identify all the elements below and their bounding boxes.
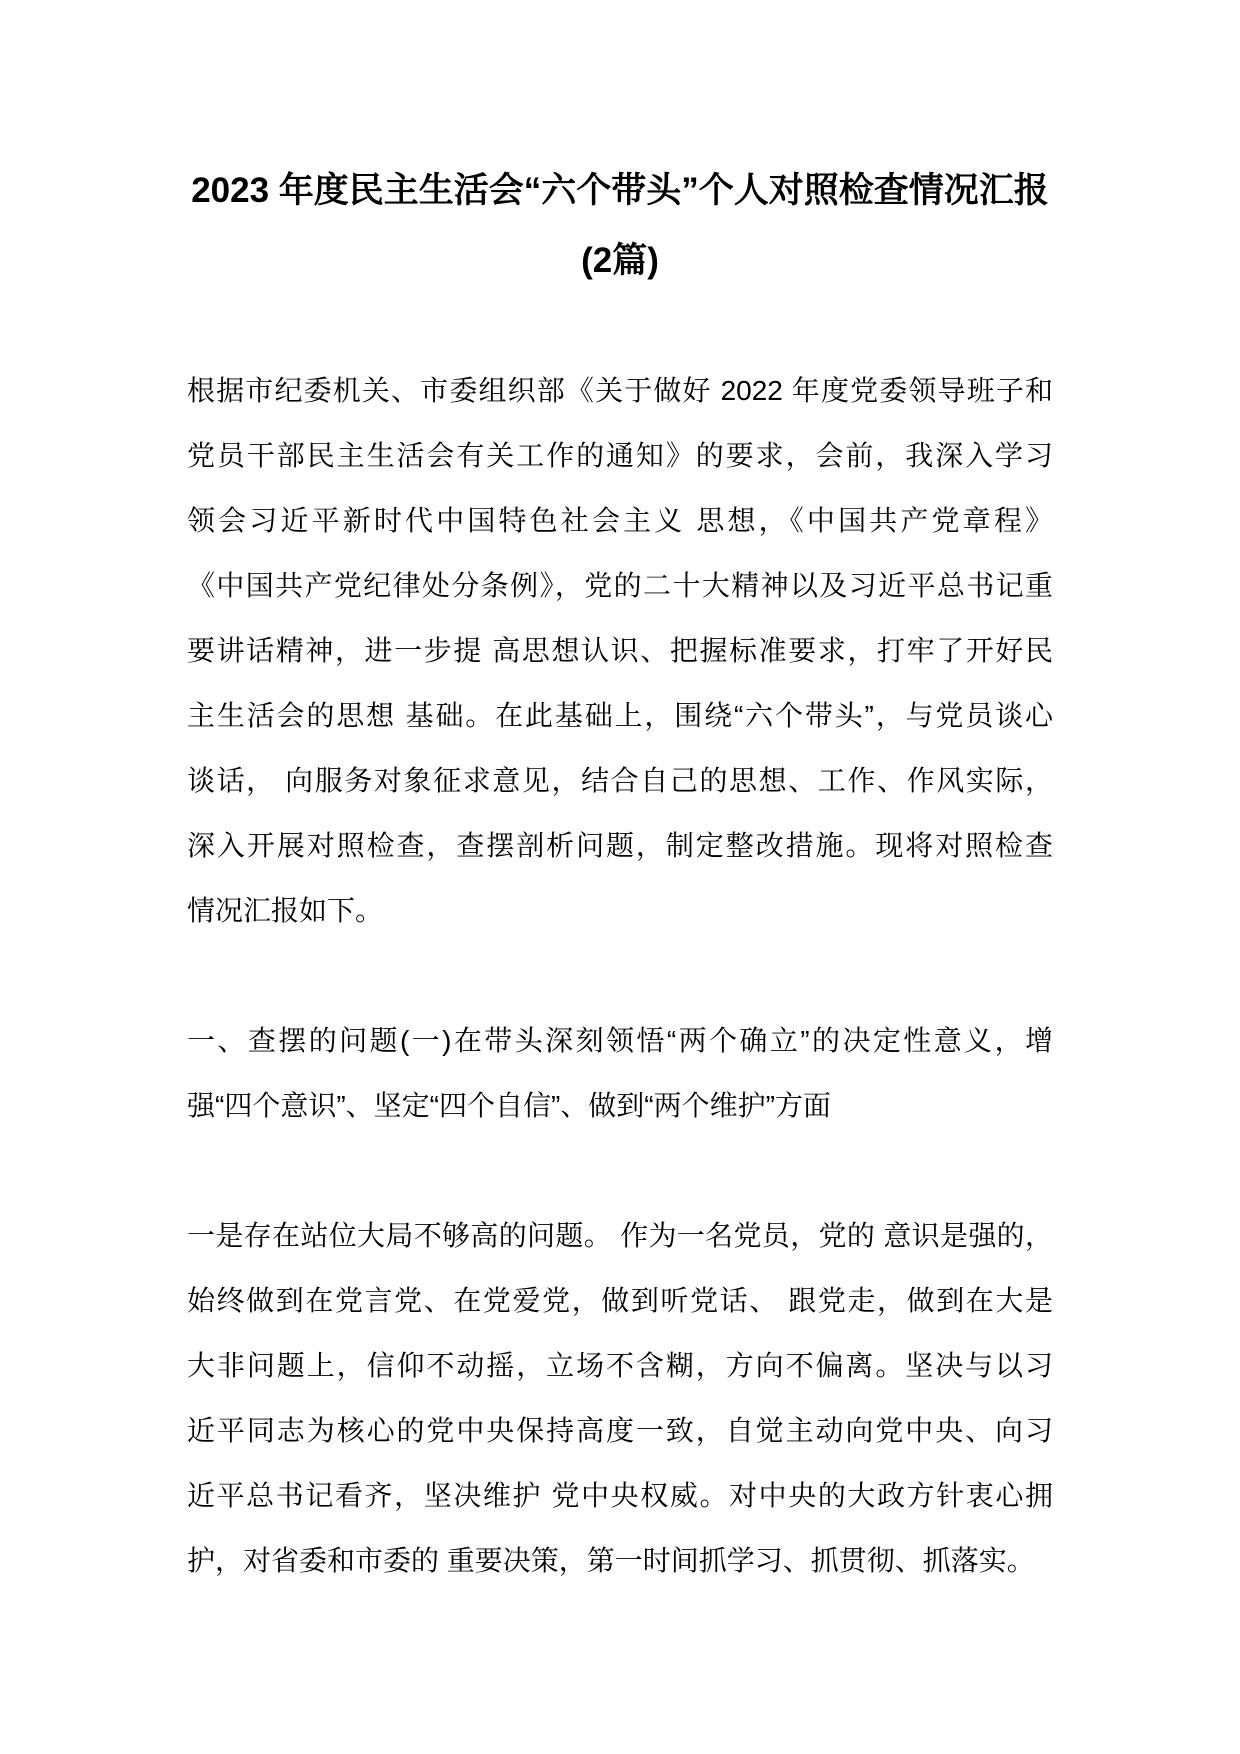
document-title: [0, 0, 1240, 296]
text-line: 党员干部民主生活会有关工作的通知》的要求，会前，我深入学习: [187, 440, 1053, 471]
text-line: 大非问题上，信仰不动摇，立场不含糊，方向不偏离。坚决与以习: [187, 1350, 1053, 1381]
text-line: 近平同志为核心的党中央保持高度一致，自觉主动向党中央、向习: [187, 1415, 1053, 1446]
text-line: 《中国共产党纪律处分条例》，党的二十大精神以及习近平总书记重: [187, 570, 1053, 601]
paragraph-problem-one: [187, 1203, 1053, 1593]
text-line: 主生活会的思想 基础。在此基础上，围绕“六个带头”，与党员谈心: [187, 700, 1053, 731]
text-line: 谈话， 向服务对象征求意见，结合自己的思想、工作、作风实际，: [187, 765, 1053, 796]
text-line: 深入开展对照检查，查摆剖析问题，制定整改措施。现将对照检查: [187, 830, 1053, 861]
title-line-2: (2篇): [581, 241, 659, 280]
text-line: 一、查摆的问题(一)在带头深刻领悟“两个确立”的决定性意义，增: [187, 1025, 1053, 1056]
text-line: 强“四个意识”、坚定“四个自信”、做到“两个维护”方面: [187, 1090, 831, 1121]
text-line: 情况汇报如下。: [187, 895, 384, 926]
text-line: 一是存在站位大局不够高的问题。 作为一名党员，党的 意识是强的，: [187, 1220, 1053, 1251]
title-line-1: 2023 年度民主生活会“六个带头”个人对照检查情况汇报: [191, 171, 1049, 210]
document-body: [187, 358, 1053, 1593]
paragraph-intro: [187, 358, 1053, 943]
text-line: 要讲话精神，进一步提 高思想认识、把握标准要求，打牢了开好民: [187, 635, 1053, 666]
text-line: 始终做到在党言党、在党爱党，做到听党话、 跟党走，做到在大是: [187, 1285, 1053, 1316]
text-line: 近平总书记看齐，坚决维护 党中央权威。对中央的大政方针衷心拥: [187, 1480, 1053, 1511]
text-line: 护，对省委和市委的 重要决策，第一时间抓学习、抓贯彻、抓落实。: [187, 1545, 1035, 1576]
text-line: 根据市纪委机关、市委组织部《关于做好 2022 年度党委领导班子和: [187, 375, 1053, 406]
paragraph-section-heading: [187, 1008, 1053, 1138]
text-line: 领会习近平新时代中国特色社会主义 思想，《中国共产党章程》: [187, 505, 1053, 536]
